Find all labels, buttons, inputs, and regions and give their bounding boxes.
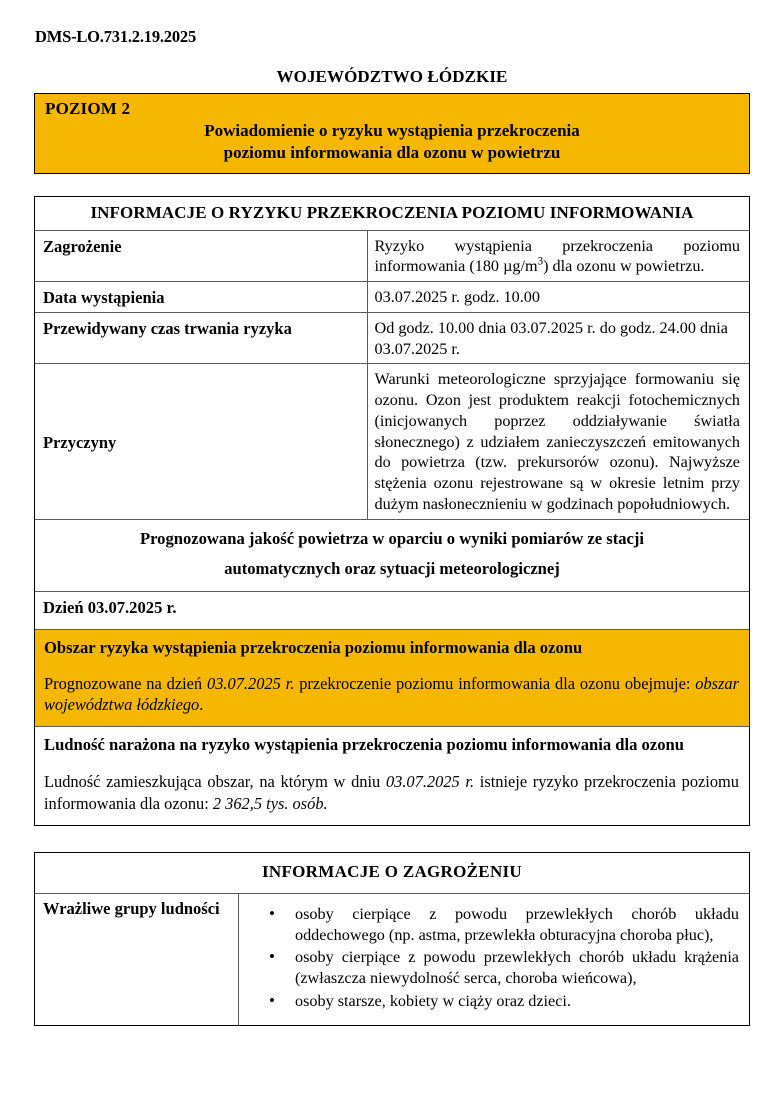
document-reference: DMS-LO.731.2.19.2025 <box>35 27 197 46</box>
risk-information-table <box>34 196 750 826</box>
alert-title-line-1: Powiadomienie o ryzyku wystąpienia przekroczenia <box>204 121 580 140</box>
row-label-data-wystapienia: Data wystąpienia <box>35 281 367 312</box>
population-text-pre: Ludność zamieszkująca obszar, na którym w dniu <box>44 771 386 791</box>
table-row <box>35 364 749 519</box>
forecast-heading-line-2: automatycznych oraz sytuacji meteorologicznej <box>224 559 560 579</box>
risk-area-region: obszar województwa łódzkiego <box>44 673 740 715</box>
sensitive-groups-list <box>243 904 739 1012</box>
list-item: • osoby cierpiące z powodu przewlekłych chorób układu krążenia (zwłaszcza niewydolność serca, choroba wieńcowa), <box>269 947 739 989</box>
table-row <box>35 281 749 312</box>
forecast-day-label: Dzień 03.07.2025 r. <box>35 591 749 629</box>
population-body <box>44 771 739 815</box>
row-value-przyczyny: Warunki meteorologiczne sprzyjające formowaniu się ozonu. Ozon jest produktem reakcji fotochemicznych (inicjowanych poprzez oddziaływanie światła słonecznego) z udziałem zanieczyszczeń emitowanych do powietrza (tzw. prekursorów ozonu). Najwyższe stężenia ozonu rejestrowane są w okresie letnim przy dużym nasłonecznieniu w godzinach popołudniowych. <box>367 364 749 519</box>
risk-area-body <box>44 673 739 716</box>
population-block <box>35 726 749 824</box>
hazard-table-heading: INFORMACJE O ZAGROŻENIU <box>35 853 749 894</box>
risk-area-text-pre: Prognozowane na dzień <box>44 673 208 693</box>
table-row-heading <box>35 853 749 894</box>
table-row-day <box>35 591 749 629</box>
row-value-data-wystapienia: 03.07.2025 r. godz. 10.00 <box>367 281 749 312</box>
alert-title-line-2: poziomu informowania dla ozonu w powietrzu <box>223 142 561 162</box>
hazard-text-post: ) dla ozonu w powietrzu. <box>543 257 705 276</box>
row-label-czas-trwania: Przewidywany czas trwania ryzyka <box>35 312 367 363</box>
list-item: • osoby starsze, kobiety w ciąży oraz dzieci. <box>269 991 739 1012</box>
population-count: 2 362,5 tys. osób. <box>212 793 328 813</box>
risk-area-text-post: . <box>199 695 204 715</box>
alert-banner <box>34 93 750 174</box>
row-label-zagrozenie: Zagrożenie <box>35 230 367 281</box>
table-row-forecast-heading <box>35 519 749 591</box>
population-heading: Ludność narażona na ryzyko wystąpienia przekroczenia poziomu informowania dla ozonu <box>44 734 684 754</box>
population-date: 03.07.2025 r. <box>385 771 475 791</box>
row-value-zagrozenie <box>367 230 749 281</box>
table-row-heading <box>35 197 749 231</box>
hazard-text-superscript: 3 <box>537 255 544 268</box>
row-label-przyczyny: Przyczyny <box>35 364 367 519</box>
forecast-heading-line-1: Prognozowana jakość powietrza w oparciu o wyniki pomiarów ze stacji <box>139 528 645 548</box>
table-row <box>35 312 749 363</box>
hazard-information-table <box>34 852 750 1026</box>
table-row <box>35 893 749 1025</box>
population-text-mid: istnieje ryzyko przekroczenia poziomu informowania dla ozonu <box>44 771 739 813</box>
forecast-heading <box>35 519 749 591</box>
voivodeship-title: WOJEWÓDZTWO ŁÓDZKIE <box>276 67 508 86</box>
alert-level-label: POZIOM 2 <box>45 99 131 118</box>
risk-area-text-mid: przekroczenie poziomu informowania dla ozonu obejmuje: <box>294 673 696 693</box>
row-value-czas-trwania: Od godz. 10.00 dnia 03.07.2025 r. do godz. 24.00 dnia 03.07.2025 r. <box>367 312 749 363</box>
sensitive-groups-cell <box>238 893 749 1025</box>
table-row-risk-area <box>35 629 749 726</box>
alert-title <box>45 120 739 164</box>
risk-area-heading: Obszar ryzyka wystąpienia przekroczenia poziomu informowania dla ozonu <box>44 637 583 657</box>
hazard-text-pre: Ryzyko wystąpienia przekroczenia poziomu informowania (180 µg/m <box>374 236 740 276</box>
risk-area-date: 03.07.2025 r. <box>207 673 295 693</box>
risk-table-heading: INFORMACJE O RYZYKU PRZEKROCZENIA POZIOMU INFORMOWANIA <box>35 197 749 231</box>
risk-area-block <box>35 629 749 726</box>
table-row <box>35 230 749 281</box>
list-item: • osoby cierpiące z powodu przewlekłych chorób układu oddechowego (np. astma, przewlekła obturacyjna choroba płuc), <box>269 904 739 946</box>
population-separator: : <box>204 793 213 813</box>
row-label-wrazliwe-grupy: Wrażliwe grupy ludności <box>35 893 238 1025</box>
table-row-population <box>35 726 749 824</box>
